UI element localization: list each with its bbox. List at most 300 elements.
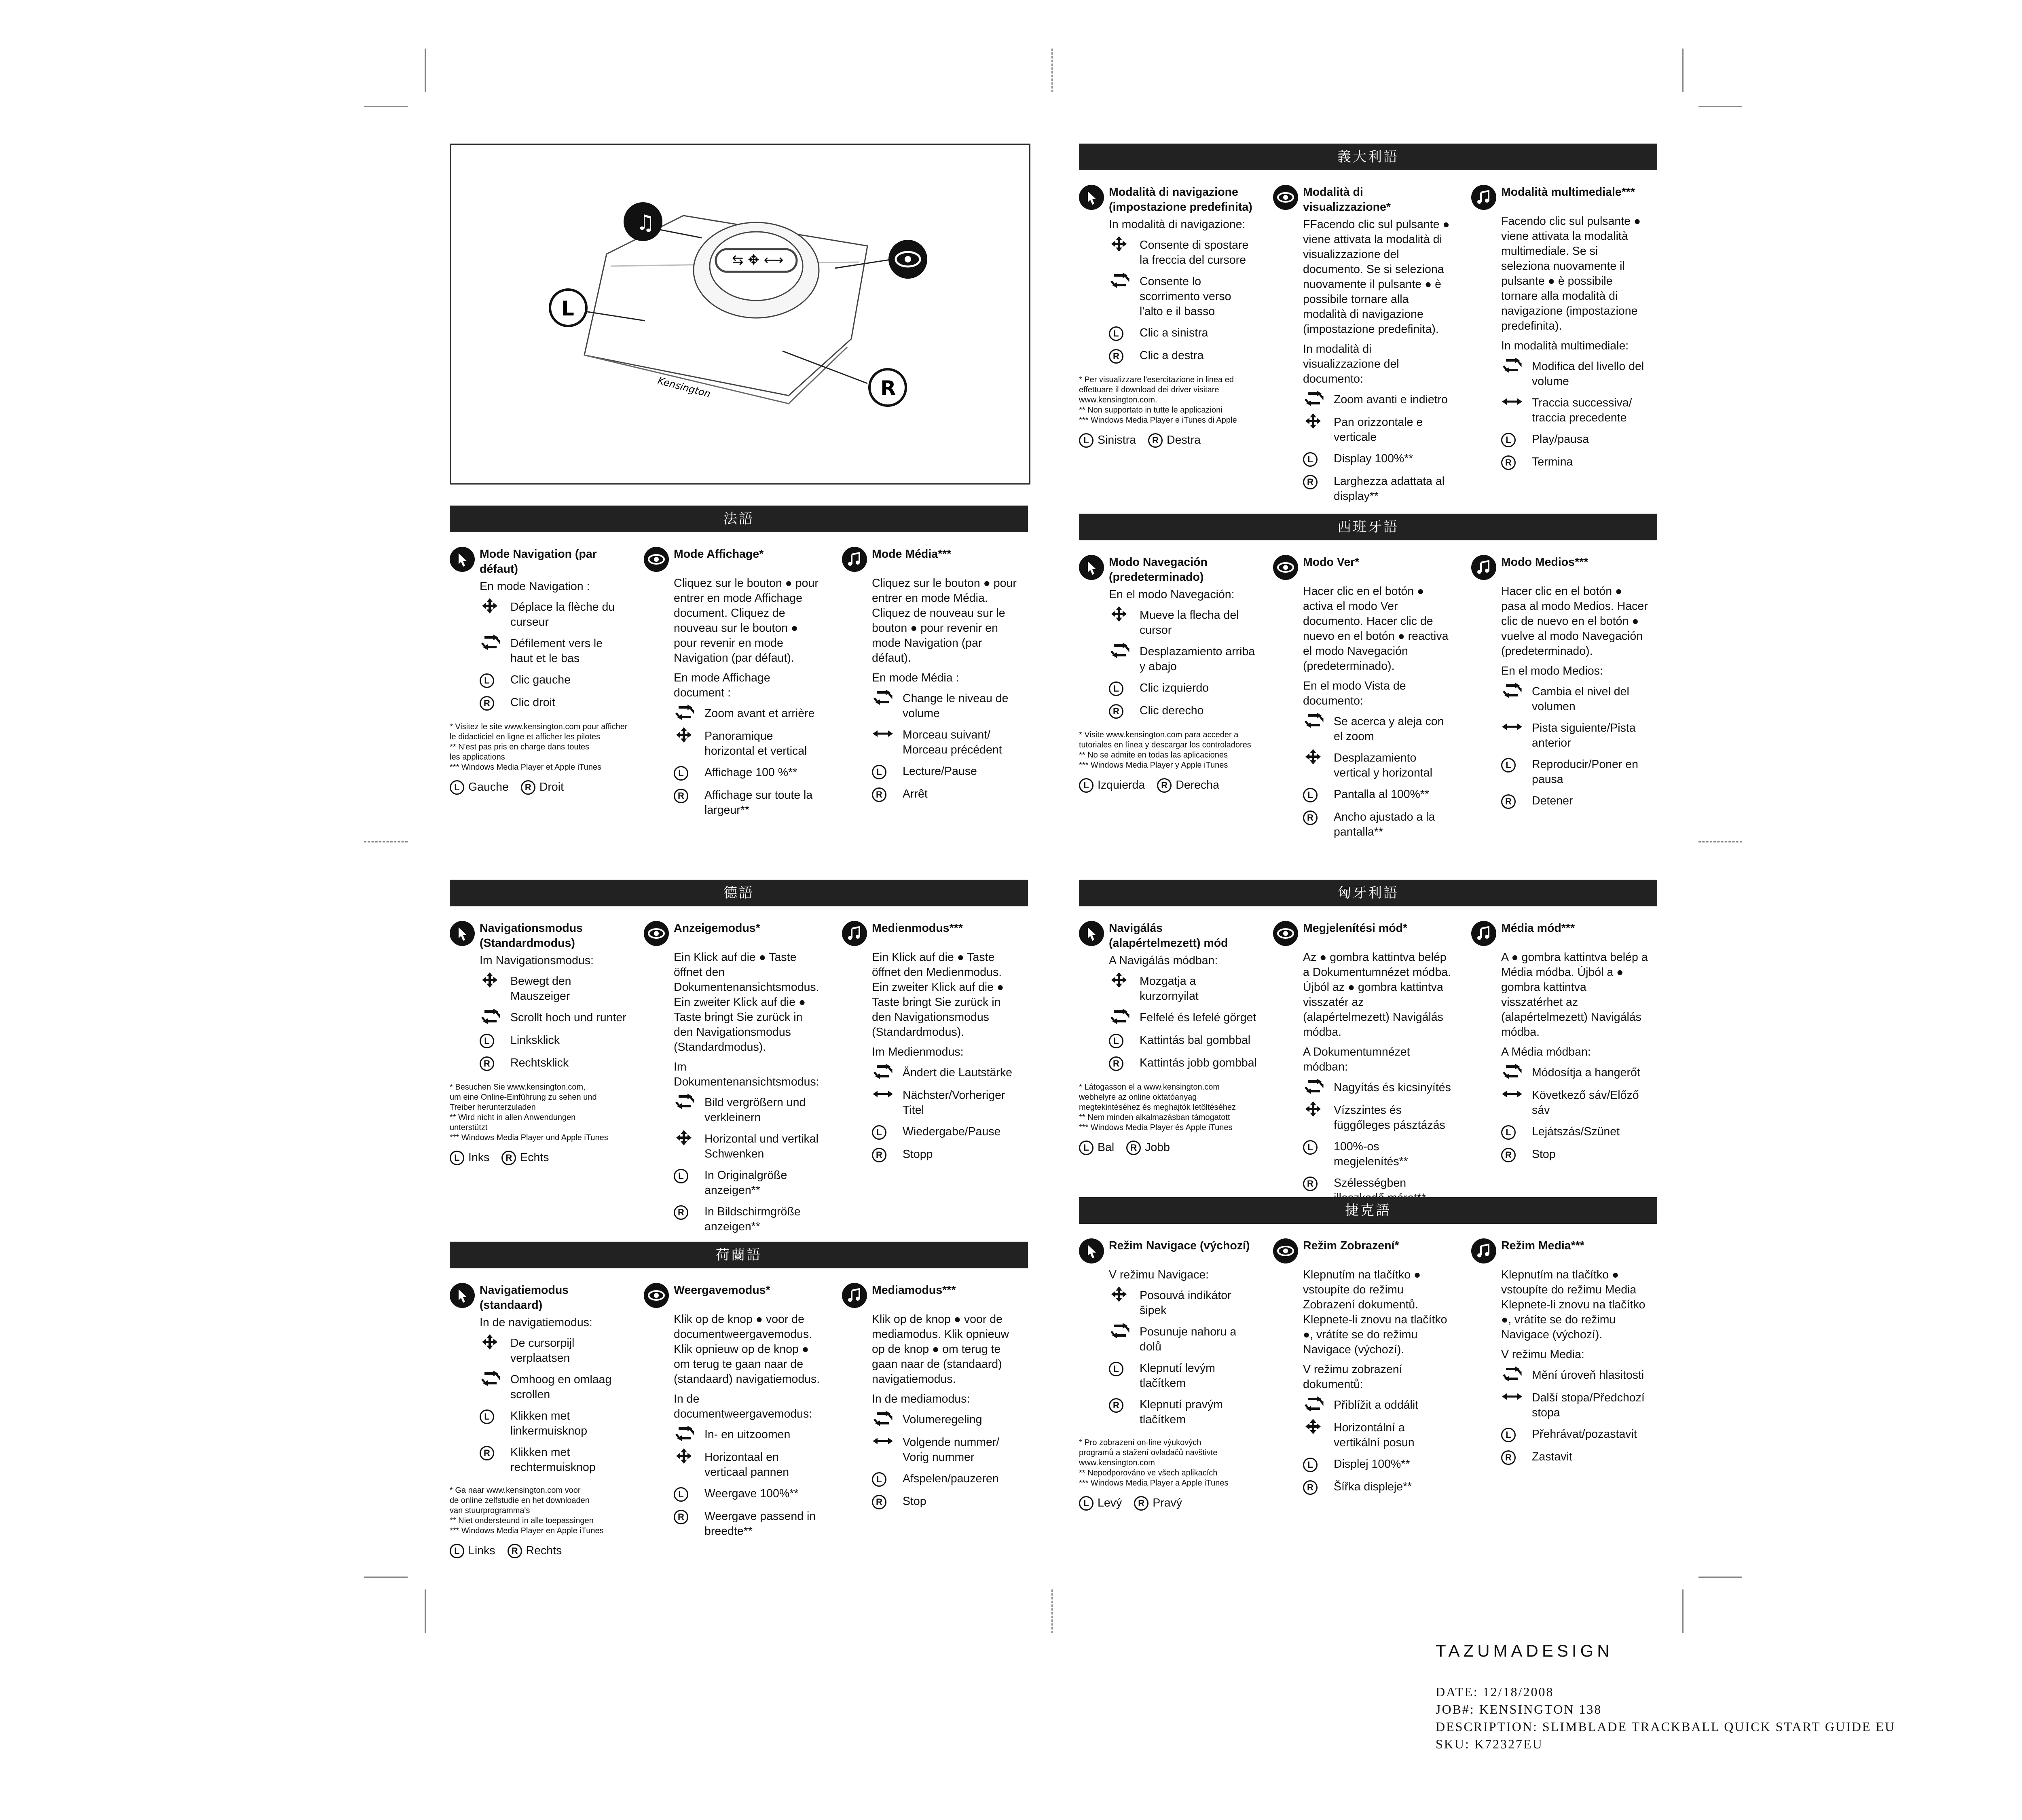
function-text: Lejátszás/Szünet (1532, 1125, 1620, 1138)
footnote-line: unterstützt (450, 1123, 488, 1132)
mode-description: A ● gombra kattintva belép a Média módba. Újból a ● gombra kattintva visszatérhet az (alapértelmezett) Navigálás módba. (1501, 951, 1648, 1039)
footnote-line: * Látogasson el a www.kensington.com (1079, 1083, 1220, 1092)
function-text: Linksklick (510, 1034, 560, 1047)
mode-subheading: En el modo Vista de documento: (1303, 679, 1406, 707)
left-label: Inks (468, 1151, 490, 1164)
mode-subheading: Im Medienmodus: (872, 1045, 964, 1058)
scroll-icon (1303, 1078, 1325, 1098)
function-text: Horizontální a vertikální posun (1334, 1421, 1415, 1449)
mode-title: Anzeigemodus* (674, 922, 760, 935)
eye-icon (644, 547, 669, 572)
mode-column-media (1471, 185, 1649, 477)
function-text: Další stopa/Předchozí stopa (1532, 1391, 1645, 1419)
function-text: Stop (903, 1495, 926, 1508)
mode-subheading: V režimu zobrazení dokumentů: (1303, 1363, 1402, 1391)
function-item (1303, 1139, 1451, 1169)
function-item (1109, 608, 1257, 638)
mode-title: Navigálás (alapértelmezett) mód (1109, 922, 1228, 950)
mode-subheading: En mode Média : (872, 671, 959, 684)
footnote-line: *** Windows Media Player en Apple iTunes (450, 1526, 604, 1535)
function-text: Weergave passend in breedte** (704, 1510, 816, 1538)
function-text: Kattintás bal gombbal (1140, 1034, 1251, 1047)
left-click-icon: L (1109, 1362, 1123, 1376)
mode-description: Hacer clic en el botón ● pasa al modo Medios. Hacer clic de nuevo en el botón ● vuelve al modo Navegación (predeterminado). (1501, 585, 1648, 658)
music-icon (842, 547, 867, 572)
eye-icon (1273, 185, 1298, 210)
scroll-icon (1109, 1323, 1131, 1343)
scroll-icon (674, 704, 696, 724)
function-item (480, 673, 628, 689)
function-item (1501, 1124, 1649, 1141)
function-item (480, 1010, 628, 1026)
function-item (480, 1372, 628, 1402)
function-text: Stopp (903, 1148, 933, 1161)
section-title: 法語 (450, 506, 1028, 532)
footnote (1079, 375, 1257, 425)
function-item (674, 1095, 822, 1125)
right-label: Jobb (1145, 1141, 1170, 1154)
function-text: Nächster/Vorheriger Titel (903, 1089, 1005, 1117)
function-item (1303, 474, 1451, 504)
left-click-icon: L (450, 1544, 464, 1558)
svg-text:♫: ♫ (636, 211, 655, 235)
function-item (872, 1088, 1020, 1118)
scroll-icon (1109, 272, 1131, 292)
left-button-callout (550, 290, 586, 326)
footnote (1079, 1438, 1257, 1488)
left-click-icon: L (1501, 1125, 1516, 1140)
mode-title: Modalità di visualizzazione* (1303, 186, 1391, 214)
function-item (1501, 721, 1649, 751)
left-click-icon: L (480, 673, 494, 688)
left-click-icon: L (1303, 452, 1318, 467)
music-icon (1471, 555, 1496, 580)
function-text: Consente lo scorrimento verso l'alto e il basso (1140, 275, 1231, 318)
job-sku: SKU: K72327EU (1436, 1737, 1543, 1751)
right-click-icon: R (674, 789, 688, 803)
move-arrows-icon (1303, 749, 1323, 769)
function-text: Zoom avant et arrière (704, 707, 815, 720)
function-text: Volgende nummer/ Vorig nummer (903, 1436, 1000, 1464)
mode-subheading: Im Dokumentenansichtsmodus: (674, 1060, 819, 1088)
footnote-line: ** No se admite en todas las aplicaciones (1079, 751, 1228, 760)
function-item (1109, 1288, 1257, 1318)
job-date: DATE: 12/18/2008 (1436, 1685, 1554, 1699)
function-item (1109, 1325, 1257, 1354)
scroll-icon (480, 1370, 501, 1390)
function-item (480, 1033, 628, 1049)
mode-description: Cliquez sur le bouton ● pour entrer en mode Média. Cliquez de nouveau sur le bouton ● pour revenir en mode Navigation (par défaut). (872, 577, 1017, 665)
eye-icon-callout (888, 240, 927, 279)
function-text: Horizontaal en verticaal pannen (704, 1451, 789, 1479)
function-item (1303, 415, 1451, 445)
function-item (1501, 1368, 1649, 1384)
footnote-line: * Ga naar www.kensington.com voor (450, 1486, 581, 1495)
scroll-icon (1501, 682, 1523, 703)
function-item (1501, 359, 1649, 389)
left-click-icon: L (1303, 1458, 1318, 1472)
footnote (450, 1082, 628, 1143)
section-title: 荷蘭語 (450, 1242, 1028, 1268)
right-click-icon: R (872, 1495, 886, 1509)
function-text: Scrollt hoch und runter (510, 1011, 626, 1024)
footnote-line: *** Windows Media Player a Apple iTunes (1079, 1479, 1229, 1488)
mode-column-view (1273, 555, 1451, 846)
mode-title: Mode Navigation (par défaut) (480, 548, 597, 576)
function-item (674, 788, 822, 818)
mode-column-nav (450, 1283, 628, 1558)
cursor-icon (450, 1283, 475, 1308)
function-text: Posouvá indikátor šipek (1140, 1289, 1231, 1317)
function-text: Pista siguiente/Pista anterior (1532, 722, 1636, 749)
function-item (872, 1065, 1020, 1081)
footnote-line: www.kensington.com. (1079, 396, 1157, 404)
function-item (480, 1056, 628, 1072)
mode-subheading: A Média módban: (1501, 1045, 1591, 1058)
function-text: Ändert die Lautstärke (903, 1066, 1012, 1079)
footnote-line: ** Niet ondersteund in alle toepassingen (450, 1516, 594, 1525)
function-item (674, 1450, 822, 1480)
right-click-icon: R (1134, 1496, 1148, 1511)
footnote-line: *** Windows Media Player e iTunes di Apple (1079, 416, 1237, 425)
left-right-legend (1079, 778, 1257, 793)
mode-description: Klepnutím na tlačítko ● vstoupíte do režimu Media Klepnete-li znovu na tlačítko ●, vrátíte se do režimu Navigace (výchozí). (1501, 1268, 1646, 1341)
function-text: Szélességben (1334, 1177, 1407, 1189)
footnote (450, 1486, 628, 1536)
mode-subheading: In de navigatiemodus: (480, 1316, 592, 1329)
function-text: Módosítja a hangerőt (1532, 1066, 1640, 1079)
left-click-icon: L (450, 780, 464, 795)
function-text: Afspelen/pauzeren (903, 1472, 999, 1485)
left-label: Sinistra (1098, 434, 1136, 447)
move-arrows-icon (480, 598, 500, 618)
mode-column-media (842, 921, 1020, 1170)
mode-title: Režim Navigace (výchozí) (1109, 1239, 1250, 1252)
eye-icon (1273, 1238, 1298, 1263)
function-item (480, 1445, 628, 1475)
svg-text:R: R (880, 377, 896, 400)
footnote-line: le didacticiel en ligne et afficher les pilotes (450, 732, 601, 741)
function-text: Šířka displeje** (1334, 1480, 1412, 1493)
left-click-icon: L (1079, 778, 1093, 793)
function-item (1303, 810, 1451, 840)
mode-column-media (1471, 555, 1649, 816)
function-text: Omhoog en omlaag scrollen (510, 1373, 612, 1401)
right-click-icon: R (1501, 794, 1516, 809)
music-icon (1471, 921, 1496, 946)
function-text: Felfelé és lefelé görget (1140, 1011, 1256, 1024)
function-text: Se acerca y aleja con el zoom (1334, 715, 1444, 743)
function-text: Displej 100%** (1334, 1458, 1410, 1471)
mode-description: Facendo clic sul pulsante ● viene attivata la modalità multimediale. Se si seleziona nuovamente il pulsante ● è possibile tornare alla modalità di navigazione (impostazione predefinita). (1501, 215, 1641, 332)
function-text: Clic izquierdo (1140, 681, 1209, 694)
function-item (1501, 794, 1649, 810)
scroll-icon (1501, 357, 1523, 377)
function-text: Weergave 100%** (704, 1487, 799, 1500)
function-item (872, 1147, 1020, 1163)
function-item (1303, 787, 1451, 803)
section-cs (1079, 1197, 1657, 1602)
function-item (872, 1471, 1020, 1488)
mode-column-view (1273, 921, 1451, 1212)
footnote (1079, 730, 1257, 770)
function-item (1501, 1390, 1649, 1420)
eye-icon (1273, 555, 1298, 580)
function-item (1501, 684, 1649, 714)
right-label: Destra (1167, 434, 1201, 447)
function-item (1501, 1427, 1649, 1443)
scroll-icon (674, 1425, 696, 1445)
function-item (1109, 1056, 1257, 1072)
eye-icon (644, 921, 669, 946)
right-click-icon: R (1109, 1398, 1123, 1413)
music-icon (842, 921, 867, 946)
function-item (1501, 1088, 1649, 1118)
function-item (674, 729, 822, 759)
mode-subheading: In modalità multimediale: (1501, 339, 1629, 352)
function-item (1109, 1397, 1257, 1427)
function-text: Přiblížit a oddálit (1334, 1399, 1419, 1412)
right-click-icon: R (480, 1056, 494, 1071)
footnote-line: tutoriales en línea y descargar los controladores (1079, 741, 1251, 749)
function-item (1303, 714, 1451, 744)
scroll-icon (480, 1008, 501, 1029)
function-text: Défilement vers le haut et le bas (510, 637, 603, 665)
left-click-icon: L (872, 1472, 886, 1487)
left-click-icon: L (450, 1151, 464, 1165)
track-skip-icon (1501, 1086, 1523, 1106)
function-text: Clic a sinistra (1140, 326, 1208, 339)
function-text: Reproducir/Poner en pausa (1532, 758, 1638, 786)
function-text: Clic gauche (510, 673, 571, 686)
function-item (674, 1132, 822, 1162)
function-text: Morceau suivant/ Morceau précédent (903, 728, 1002, 756)
footnote-line: programů a stažení ovladačů navštivte (1079, 1448, 1218, 1457)
function-item (674, 1168, 822, 1198)
scroll-icon (872, 1063, 894, 1084)
function-text: Klikken met rechtermuisknop (510, 1446, 596, 1474)
function-text: Ancho ajustado a la pantalla** (1334, 811, 1435, 838)
move-arrows-icon (674, 727, 694, 747)
right-click-icon: R (521, 780, 535, 795)
function-item (674, 1509, 822, 1539)
mode-column-view (1273, 185, 1451, 510)
mode-title: Režim Media*** (1501, 1239, 1584, 1252)
move-arrows-icon (1109, 236, 1129, 256)
track-skip-icon (872, 726, 894, 746)
function-text: Rechtsklick (510, 1056, 569, 1069)
right-click-icon: R (1109, 1056, 1123, 1071)
move-arrows-icon (1303, 413, 1323, 433)
footnote-line: ** Nem minden alkalmazásban támogatott (1079, 1113, 1230, 1122)
section-title: 義大利語 (1079, 144, 1657, 170)
right-click-icon: R (1303, 1480, 1318, 1495)
mode-column-media (1471, 1238, 1649, 1472)
mode-subheading: En el modo Medios: (1501, 665, 1603, 677)
function-item (480, 695, 628, 711)
right-click-icon: R (1109, 349, 1123, 364)
function-text: Affichage sur toute la largeur** (704, 789, 813, 817)
footnote-line: ** Non supportato in tutte le applicazioni (1079, 406, 1223, 415)
left-click-icon: L (1109, 326, 1123, 341)
cursor-icon (450, 547, 475, 572)
section-de (450, 880, 1028, 1285)
left-right-legend (1079, 433, 1257, 448)
right-click-icon: R (1157, 778, 1172, 793)
left-click-icon: L (1109, 1034, 1123, 1048)
footnote-line: ** Wird nicht in allen Anwendungen (450, 1113, 576, 1122)
music-icon (1471, 1238, 1496, 1263)
function-item (674, 1204, 822, 1234)
function-item (1109, 974, 1257, 1004)
left-click-icon: L (1303, 788, 1318, 802)
mode-column-nav (1079, 921, 1257, 1155)
function-item (1303, 451, 1451, 468)
function-text: Play/pausa (1532, 433, 1589, 446)
footnote-line: *** Windows Media Player és Apple iTunes (1079, 1123, 1233, 1132)
scroll-icon (1501, 1366, 1523, 1386)
mode-column-media (842, 547, 1020, 809)
function-text: Přehrávat/pozastavit (1532, 1428, 1637, 1441)
left-right-legend (450, 780, 628, 795)
left-click-icon: L (674, 1487, 688, 1502)
function-item (1303, 1103, 1451, 1133)
mode-title: Weergavemodus* (674, 1284, 770, 1297)
footnote-line: *** Windows Media Player y Apple iTunes (1079, 761, 1228, 770)
section-it (1079, 144, 1657, 549)
function-text: Zoom avanti e indietro (1334, 393, 1448, 406)
function-text: 100%-os megjelenítés** (1334, 1140, 1408, 1168)
function-item (1109, 1010, 1257, 1026)
mode-column-media (1471, 921, 1649, 1170)
function-text: Zastavit (1532, 1450, 1572, 1463)
section-title: 德語 (450, 880, 1028, 906)
right-click-icon: R (1303, 811, 1318, 825)
function-item (674, 765, 822, 781)
move-arrows-icon (674, 1448, 694, 1468)
left-click-icon: L (480, 1409, 494, 1424)
function-item (1303, 1457, 1451, 1473)
left-click-icon: L (1501, 758, 1516, 772)
left-label: Levý (1098, 1496, 1122, 1509)
function-text: Klikken met linkermuisknop (510, 1409, 588, 1437)
move-arrows-icon (1109, 606, 1129, 626)
footnote-line: *** Windows Media Player et Apple iTunes (450, 763, 601, 772)
scroll-icon (480, 634, 501, 654)
right-button-callout (869, 369, 906, 406)
job-number: JOB#: KENSINGTON 138 (1436, 1702, 1602, 1716)
function-text: Horizontal und vertikal Schwenken (704, 1132, 819, 1160)
left-label: Links (468, 1544, 495, 1557)
footnote (1079, 1082, 1257, 1133)
right-click-icon: R (501, 1151, 516, 1165)
footnote-line: um eine Online-Einführung zu sehen und (450, 1093, 597, 1102)
function-text: Volumeregeling (903, 1413, 982, 1426)
right-label: Pravý (1153, 1496, 1182, 1509)
right-label: Echts (520, 1151, 549, 1164)
function-text: Stop (1532, 1148, 1556, 1161)
mode-subheading: In de documentweergavemodus: (674, 1393, 812, 1420)
function-item (1501, 455, 1649, 471)
function-text: Vízszintes és függőleges pásztázás (1334, 1104, 1445, 1132)
function-item (480, 1409, 628, 1439)
right-click-icon: R (674, 1205, 688, 1220)
scroll-icon (1303, 390, 1325, 411)
function-item (1501, 1450, 1649, 1466)
left-click-icon: L (480, 1034, 494, 1048)
function-text: Termina (1532, 455, 1573, 468)
function-item (674, 706, 822, 722)
scroll-icon (872, 1410, 894, 1431)
function-item (1109, 326, 1257, 342)
eye-icon (1273, 921, 1298, 946)
function-item (674, 1486, 822, 1503)
right-click-icon: R (1501, 1148, 1516, 1162)
function-text: Larghezza adattata al display** (1334, 475, 1445, 503)
function-text: Kattintás jobb gombbal (1140, 1056, 1257, 1069)
section-title: 西班牙語 (1079, 514, 1657, 540)
function-item (1109, 274, 1257, 319)
function-text: Következő sáv/Előző sáv (1532, 1089, 1639, 1117)
mode-subheading: In modalità di navigazione: (1109, 218, 1246, 231)
function-text: Clic a destra (1140, 349, 1204, 362)
function-item (1109, 681, 1257, 697)
product-illustration (450, 144, 1030, 485)
job-description: DESCRIPTION: SLIMBLADE TRACKBALL QUICK START GUIDE EU (1436, 1719, 1896, 1734)
function-item (480, 600, 628, 630)
left-click-icon: L (1079, 433, 1093, 448)
function-text: Mění úroveň hlasitosti (1532, 1369, 1644, 1382)
function-item (1109, 348, 1257, 364)
function-item (1109, 1033, 1257, 1049)
mode-subheading: In de mediamodus: (872, 1393, 970, 1405)
left-right-legend (1079, 1140, 1257, 1155)
left-right-legend (450, 1543, 628, 1558)
footnote-line: ** Nepodporováno ve všech aplikacích (1079, 1469, 1218, 1477)
function-text: Arrêt (903, 787, 928, 800)
function-item (872, 1494, 1020, 1510)
footnote-line: * Visite www.kensington.com para acceder a (1079, 730, 1239, 739)
music-icon (842, 1283, 867, 1308)
function-item (1501, 757, 1649, 787)
mode-description: Az ● gombra kattintva belép a Dokumentumnézet módba. Újból az ● gombra kattintva visszatér az (alapértelmezett) Navigálás módba. (1303, 951, 1451, 1039)
function-text: Klepnutí levým tlačítkem (1140, 1362, 1215, 1390)
mode-subheading: Im Navigationsmodus: (480, 954, 594, 967)
function-text: Nagyítás és kicsinyítés (1334, 1081, 1451, 1094)
mode-column-view (1273, 1238, 1451, 1502)
function-item (1501, 432, 1649, 448)
left-click-icon: L (872, 765, 886, 779)
function-text: Klepnutí pravým tlačítkem (1140, 1398, 1223, 1426)
mode-title: Modalità multimediale*** (1501, 186, 1635, 199)
left-click-icon: L (674, 766, 688, 781)
mode-title: Modo Navegación (predeterminado) (1109, 556, 1208, 584)
job-meta (1436, 1683, 1895, 1753)
mode-column-view (644, 1283, 822, 1545)
mode-column-nav (450, 921, 628, 1165)
right-click-icon: R (1303, 1177, 1318, 1191)
mode-description: Hacer clic en el botón ● activa el modo Ver documento. Hacer clic de nuevo en el botón ● reactiva el modo Navegación (predeterminado). (1303, 585, 1449, 673)
section-es (1079, 514, 1657, 919)
mode-column-nav (1079, 1238, 1257, 1511)
mode-column-nav (1079, 555, 1257, 793)
footnote-line: * Visitez le site www.kensington.com pour afficher (450, 722, 628, 731)
right-label: Rechts (526, 1544, 562, 1557)
function-text: Traccia successiva/ traccia precedente (1532, 396, 1632, 424)
function-item (1109, 644, 1257, 674)
left-click-icon: L (1079, 1141, 1093, 1155)
function-item (1109, 238, 1257, 268)
